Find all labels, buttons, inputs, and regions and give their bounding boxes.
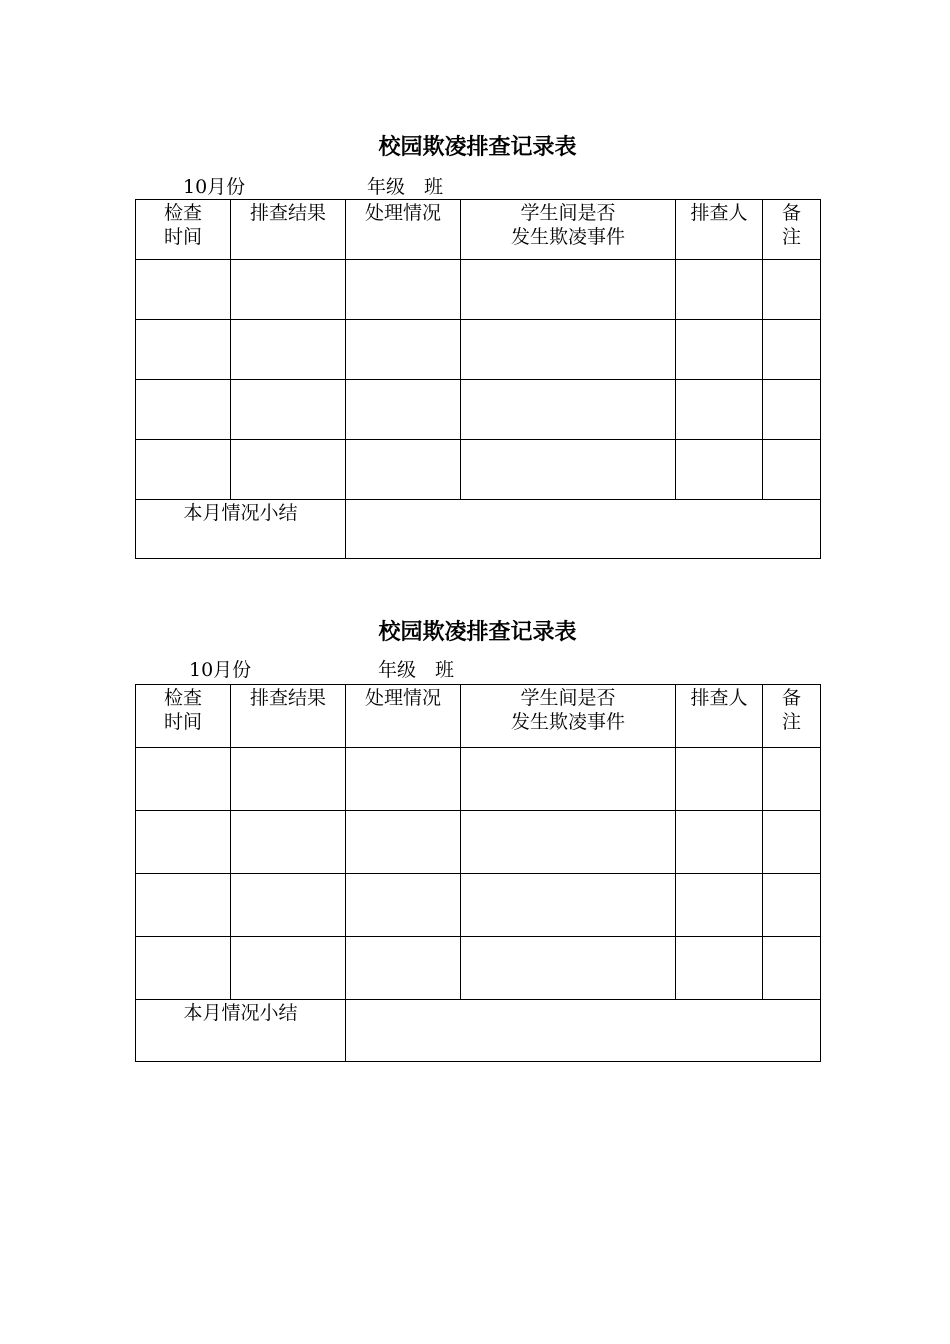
cell-bullying-occurred[interactable] <box>461 260 676 320</box>
cell-check-time[interactable] <box>136 874 231 937</box>
cell-result[interactable] <box>231 811 346 874</box>
col-header-result: 排查结果 <box>231 200 346 260</box>
col-header-check-time: 检查 时间 <box>136 685 231 748</box>
cell-remarks[interactable] <box>763 440 821 500</box>
table-row <box>136 380 821 440</box>
table-row <box>136 874 821 937</box>
cell-inspector[interactable] <box>676 260 763 320</box>
col-header-handling: 处理情况 <box>346 685 461 748</box>
form-title: 校园欺凌排查记录表 <box>378 134 577 160</box>
col-header-result: 排查结果 <box>231 685 346 748</box>
table-row <box>136 748 821 811</box>
cell-check-time[interactable] <box>136 440 231 500</box>
cell-remarks[interactable] <box>763 380 821 440</box>
month-label: 10月份 <box>189 659 252 681</box>
cell-handling[interactable] <box>346 440 461 500</box>
cell-handling[interactable] <box>346 874 461 937</box>
cell-inspector[interactable] <box>676 320 763 380</box>
table-row <box>136 937 821 1000</box>
cell-remarks[interactable] <box>763 937 821 1000</box>
cell-result[interactable] <box>231 748 346 811</box>
cell-remarks[interactable] <box>763 748 821 811</box>
cell-check-time[interactable] <box>136 320 231 380</box>
table-row <box>136 320 821 380</box>
summary-row <box>136 500 821 559</box>
cell-handling[interactable] <box>346 748 461 811</box>
record-table <box>135 684 821 1062</box>
summary-content[interactable] <box>346 500 821 559</box>
col-header-handling: 处理情况 <box>346 200 461 260</box>
cell-bullying-occurred[interactable] <box>461 320 676 380</box>
cell-handling[interactable] <box>346 811 461 874</box>
cell-check-time[interactable] <box>136 380 231 440</box>
table-row <box>136 811 821 874</box>
cell-handling[interactable] <box>346 320 461 380</box>
table-row <box>136 440 821 500</box>
cell-check-time[interactable] <box>136 937 231 1000</box>
cell-result[interactable] <box>231 380 346 440</box>
cell-check-time[interactable] <box>136 260 231 320</box>
cell-result[interactable] <box>231 320 346 380</box>
grade-class-label: 年级 班 <box>367 176 444 198</box>
cell-result[interactable] <box>231 440 346 500</box>
cell-bullying-occurred[interactable] <box>461 937 676 1000</box>
grade-class-label: 年级 班 <box>378 659 455 681</box>
cell-bullying-occurred[interactable] <box>461 811 676 874</box>
summary-content[interactable] <box>346 1000 821 1062</box>
cell-bullying-occurred[interactable] <box>461 874 676 937</box>
cell-check-time[interactable] <box>136 811 231 874</box>
cell-handling[interactable] <box>346 260 461 320</box>
cell-remarks[interactable] <box>763 811 821 874</box>
summary-label: 本月情况小结 <box>136 500 346 559</box>
col-header-inspector: 排查人 <box>676 685 763 748</box>
cell-remarks[interactable] <box>763 874 821 937</box>
col-header-remarks: 备 注 <box>763 200 821 260</box>
record-table <box>135 199 821 559</box>
cell-remarks[interactable] <box>763 320 821 380</box>
col-header-bullying-occurred: 学生间是否 发生欺凌事件 <box>461 685 676 748</box>
cell-result[interactable] <box>231 937 346 1000</box>
col-header-remarks: 备 注 <box>763 685 821 748</box>
header-row <box>136 685 821 748</box>
cell-remarks[interactable] <box>763 260 821 320</box>
cell-inspector[interactable] <box>676 937 763 1000</box>
cell-check-time[interactable] <box>136 748 231 811</box>
col-header-bullying-occurred: 学生间是否 发生欺凌事件 <box>461 200 676 260</box>
table-row <box>136 260 821 320</box>
cell-inspector[interactable] <box>676 874 763 937</box>
cell-inspector[interactable] <box>676 380 763 440</box>
month-label: 10月份 <box>183 176 246 198</box>
cell-result[interactable] <box>231 260 346 320</box>
cell-inspector[interactable] <box>676 440 763 500</box>
cell-inspector[interactable] <box>676 748 763 811</box>
summary-label: 本月情况小结 <box>136 1000 346 1062</box>
cell-handling[interactable] <box>346 937 461 1000</box>
col-header-inspector: 排查人 <box>676 200 763 260</box>
cell-handling[interactable] <box>346 380 461 440</box>
header-row <box>136 200 821 260</box>
cell-bullying-occurred[interactable] <box>461 748 676 811</box>
cell-bullying-occurred[interactable] <box>461 380 676 440</box>
col-header-check-time: 检查 时间 <box>136 200 231 260</box>
cell-inspector[interactable] <box>676 811 763 874</box>
cell-result[interactable] <box>231 874 346 937</box>
summary-row <box>136 1000 821 1062</box>
form-title: 校园欺凌排查记录表 <box>378 619 577 645</box>
cell-bullying-occurred[interactable] <box>461 440 676 500</box>
